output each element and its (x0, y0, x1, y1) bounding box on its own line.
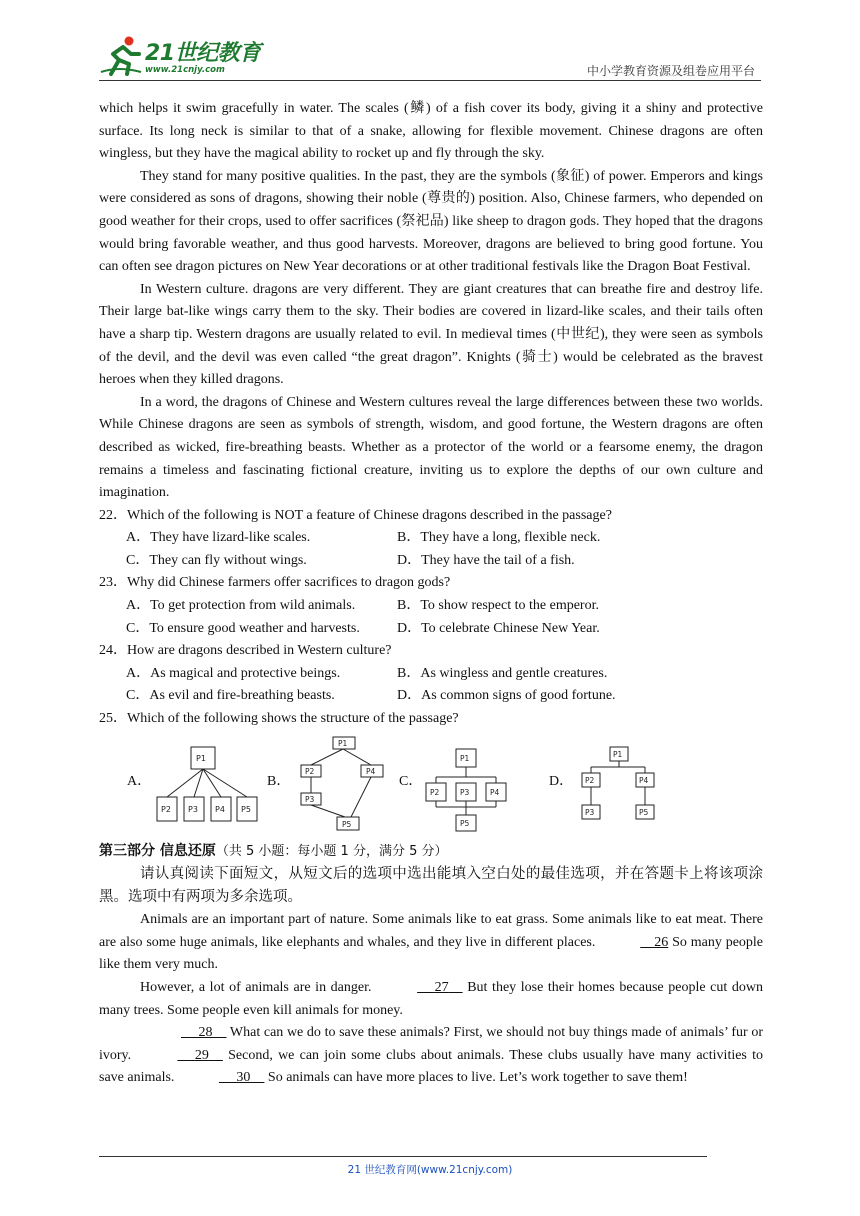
diagram-a (155, 741, 261, 827)
diagram-c (423, 741, 509, 833)
option-label: D． (549, 773, 574, 789)
node-label: P1 (613, 749, 623, 759)
cloze-text: However, a lot of animals are in danger. (140, 980, 372, 995)
logo-url: www.21cnjy.com (145, 65, 225, 75)
node-label: P3 (460, 787, 470, 797)
node-label: P5 (241, 804, 251, 814)
option: A．They have lizard-like scales. (126, 530, 311, 546)
cloze-text: Animals are an important part of nature. Some animals like to eat grass. Some animals like to eat meat. There are also some huge animals, like elephants and whales, and they live in different places. (99, 912, 763, 950)
question-stem: 22．Which of the following is NOT a feature of Chinese dragons described in the passage? (99, 507, 612, 523)
cloze-text: But they lose their homes because people cut down many trees. Some people even kill animals for money. (99, 980, 763, 1018)
node-label: P3 (585, 807, 595, 817)
blank-27: 27 (434, 980, 449, 995)
node-label: P2 (430, 787, 440, 797)
node-label: P2 (585, 775, 595, 785)
option: A．To get protection from wild animals. (126, 598, 356, 614)
footer-divider (99, 1156, 707, 1157)
cloze-text: What can we do to save these animals? First, we should not buy things made of animals’ fur or ivory. (99, 1025, 764, 1063)
option: D．They have the tail of a fish. (397, 552, 575, 568)
option-row (99, 618, 763, 641)
cloze-paragraph (99, 1022, 763, 1090)
option-row (99, 527, 763, 550)
question-stem: 24．How are dragons described in Western culture? (99, 643, 392, 659)
option: C．To ensure good weather and harvests. (126, 620, 360, 636)
node-label: P5 (460, 818, 470, 828)
blank-30: 30 (236, 1070, 251, 1086)
option-label: C． (399, 773, 423, 789)
cloze-paragraph (99, 909, 763, 977)
section-instruction: 请认真阅读下面短文，从短文后的选项中选出能填入空白处的最佳选项，并在答题卡上将该项涂黑。选项中有两项为多余选项。 (99, 866, 763, 906)
node-label: P3 (188, 804, 198, 814)
diagram-d (577, 741, 661, 827)
runner-icon (99, 34, 143, 78)
node-label: P4 (366, 766, 376, 776)
passage-paragraph: In Western culture. dragons are very different. They are giant creatures that can breathe fire and destroy life. Their large bat-like wings carry them to the sky. Their bodies are covered in lizard-like scales, and their tails often have a sharp tip. Western dragons are usually related to evil. In medieval times (中世纪), they were seen as symbols of the devil, and the devil was even called “the great dragon”. Knights (骑士) would be celebrated as the bravest heroes when they killed dragons. (99, 281, 763, 388)
question-stem: 23．Why did Chinese farmers offer sacrifices to dragon gods? (99, 575, 451, 591)
structure-diagrams (99, 733, 763, 833)
logo-text: 21世纪教育 (145, 41, 261, 66)
platform-name: 中小学教育资源及组卷应用平台 (586, 64, 755, 78)
node-label: P3 (305, 794, 315, 804)
option-row (99, 595, 763, 618)
question-stem: 25．Which of the following shows the structure of the passage? (99, 711, 459, 727)
cloze-text: So many people like them very much. (99, 934, 764, 973)
passage-paragraph: In a word, the dragons of Chinese and Western cultures reveal the large differences between these two worlds. While Chinese dragons are seen as symbols of strength, wisdom, and good fortune, the Western dragons are often described as wicked, fire-breathing beasts. Whether as a protector of the world or a fearsome enemy, the dragon remains a timeless and fascinating fictional creature, inviting us to explore the depths of our own culture and imagination. (99, 394, 763, 501)
node-label: P4 (490, 787, 500, 797)
node-label: P4 (639, 775, 649, 785)
blank-29: 29 (194, 1047, 209, 1063)
node-label: P2 (305, 766, 315, 776)
section-title: 第三部分 信息还原 (99, 842, 216, 859)
cloze-text: Second, we can join some clubs about animals. These clubs usually have many activities to save animals. (99, 1047, 764, 1086)
diagram-b (297, 735, 389, 833)
blank-26: 26 (654, 934, 669, 950)
node-label: P1 (196, 753, 206, 763)
option-row (99, 663, 763, 686)
section-heading (99, 840, 763, 864)
page-content (99, 98, 763, 1090)
option: D．To celebrate Chinese New Year. (397, 620, 600, 636)
option: C．They can fly without wings. (126, 552, 307, 568)
passage-paragraph: They stand for many positive qualities. In the past, they are the symbols (象征) of power. Emperors and kings were considered as sons of dragons, showing their noble (尊贵的) position. Also, Chinese farmers, who depended on good weather for their crops, used to offer sacrifices (祭祀品) like sheep to dragon gods. They hoped that the dragons would bring favorable weather, and thus good harvests. Moreover, dragons are believed to bring good fortune. You can often see dragon pictures on New Year decorations or at other traditional festivals like the Dragon Boat Festival. (99, 168, 763, 275)
page-header (99, 30, 761, 81)
node-label: P5 (639, 807, 649, 817)
passage-paragraph: which helps it swim gracefully in water. The scales (鳞) of a fish cover its body, giving it a shiny and protective surface. Its long neck is similar to that of a snake, allowing for flexible movement. Chinese dragons are often wingless, but they have the magical ability to rocket up and fly through the sky. (99, 101, 763, 162)
option-row (99, 550, 763, 573)
option: B．As wingless and gentle creatures. (397, 665, 608, 681)
option: A．As magical and protective beings. (126, 665, 341, 681)
option-row (99, 685, 763, 708)
node-label: P5 (342, 819, 352, 829)
node-label: P4 (215, 804, 225, 814)
site-logo (99, 34, 269, 78)
option: B．To show respect to the emperor. (397, 598, 599, 614)
option-label: B． (267, 773, 291, 789)
blank-28: 28 (198, 1025, 213, 1041)
option-label: A． (127, 773, 152, 789)
option: C．As evil and fire-breathing beasts. (126, 688, 335, 704)
cloze-paragraph (99, 977, 763, 1022)
node-label: P1 (338, 738, 348, 748)
option: B．They have a long, flexible neck. (397, 530, 601, 546)
node-label: P1 (460, 753, 470, 763)
page-footer[interactable]: 21 世纪教育网(www.21cnjy.com) (347, 1164, 513, 1176)
node-label: P2 (161, 804, 171, 814)
cloze-text: So animals can have more places to live. Let’s work together to save them! (267, 1070, 688, 1086)
section-note: （共 5 小题：每小题 1 分，满分 5 分） (215, 843, 448, 859)
option: D．As common signs of good fortune. (397, 688, 616, 704)
